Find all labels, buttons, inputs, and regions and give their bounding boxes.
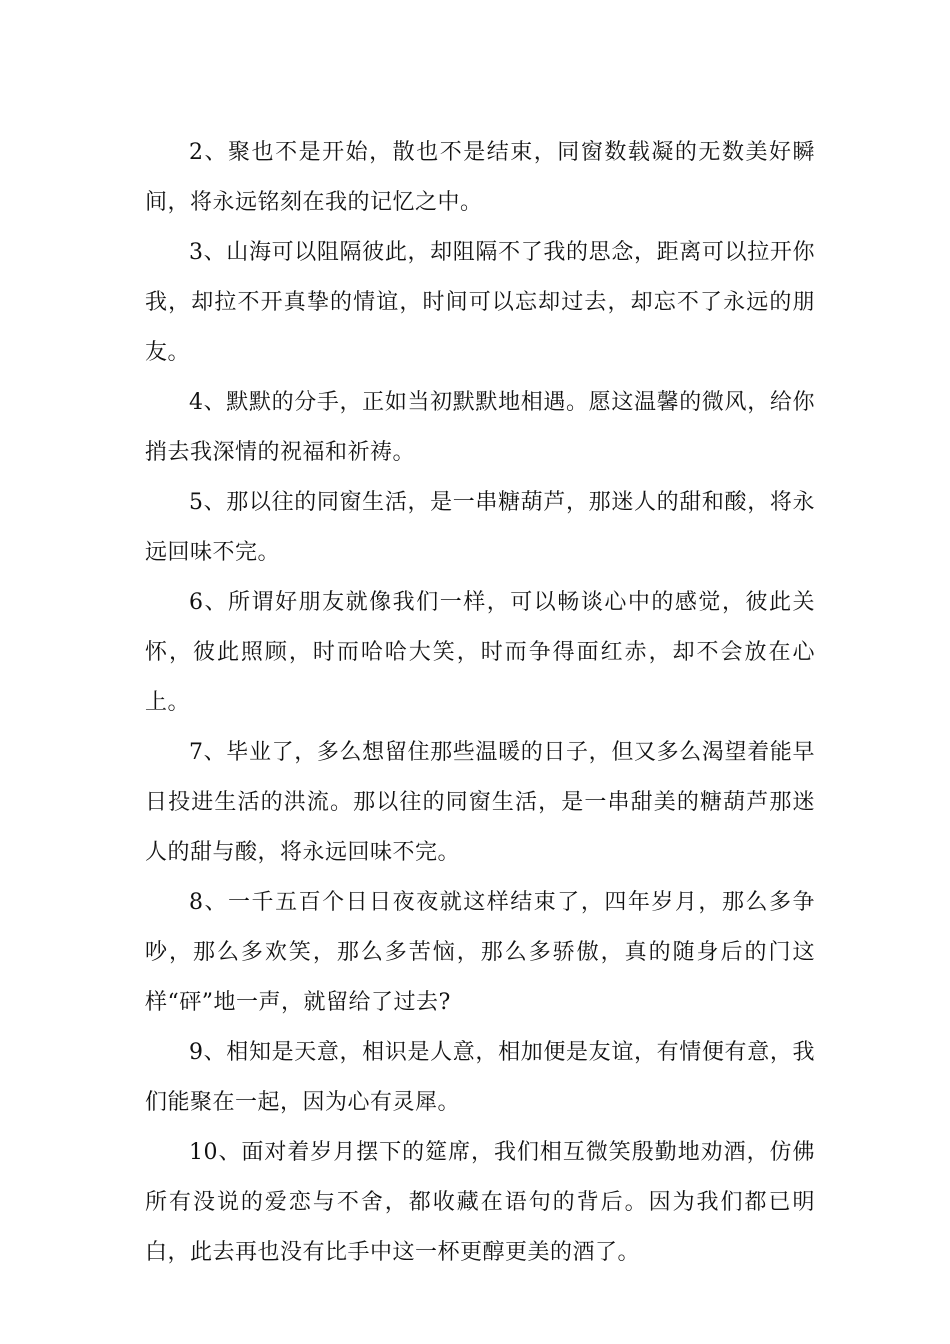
paragraph-8: 8、一千五百个日日夜夜就这样结束了，四年岁月，那么多争吵，那么多欢笑，那么多苦恼，那么多骄傲，真的随身后的门这样“砰”地一声，就留给了过去?	[145, 890, 815, 1015]
paragraph-10: 10、面对着岁月摆下的筵席，我们相互微笑殷勤地劝酒，仿佛所有没说的爱恋与不舍，都收藏在语句的背后。因为我们都已明白，此去再也没有比手中这一杯更醇更美的酒了。	[145, 1140, 815, 1265]
paragraph-4: 4、默默的分手，正如当初默默地相遇。愿这温馨的微风，给你捎去我深情的祝福和祈祷。	[145, 390, 815, 465]
paragraph-9: 9、相知是天意，相识是人意，相加便是友谊，有情便有意，我们能聚在一起，因为心有灵犀。	[145, 1040, 815, 1115]
paragraph-6: 6、所谓好朋友就像我们一样，可以畅谈心中的感觉，彼此关怀，彼此照顾，时而哈哈大笑，时而争得面红赤，却不会放在心上。	[145, 590, 815, 715]
paragraph-7: 7、毕业了，多么想留住那些温暖的日子，但又多么渴望着能早日投进生活的洪流。那以往的同窗生活，是一串甜美的糖葫芦那迷人的甜与酸，将永远回味不完。	[145, 740, 815, 865]
paragraph-3: 3、山海可以阻隔彼此，却阻隔不了我的思念，距离可以拉开你我，却拉不开真挚的情谊，时间可以忘却过去，却忘不了永远的朋友。	[145, 240, 815, 365]
paragraph-5: 5、那以往的同窗生活，是一串糖葫芦，那迷人的甜和酸，将永远回味不完。	[145, 490, 815, 565]
paragraph-2: 2、聚也不是开始，散也不是结束，同窗数载凝的无数美好瞬间，将永远铭刻在我的记忆之中。	[145, 140, 815, 215]
document-body	[145, 128, 815, 1278]
